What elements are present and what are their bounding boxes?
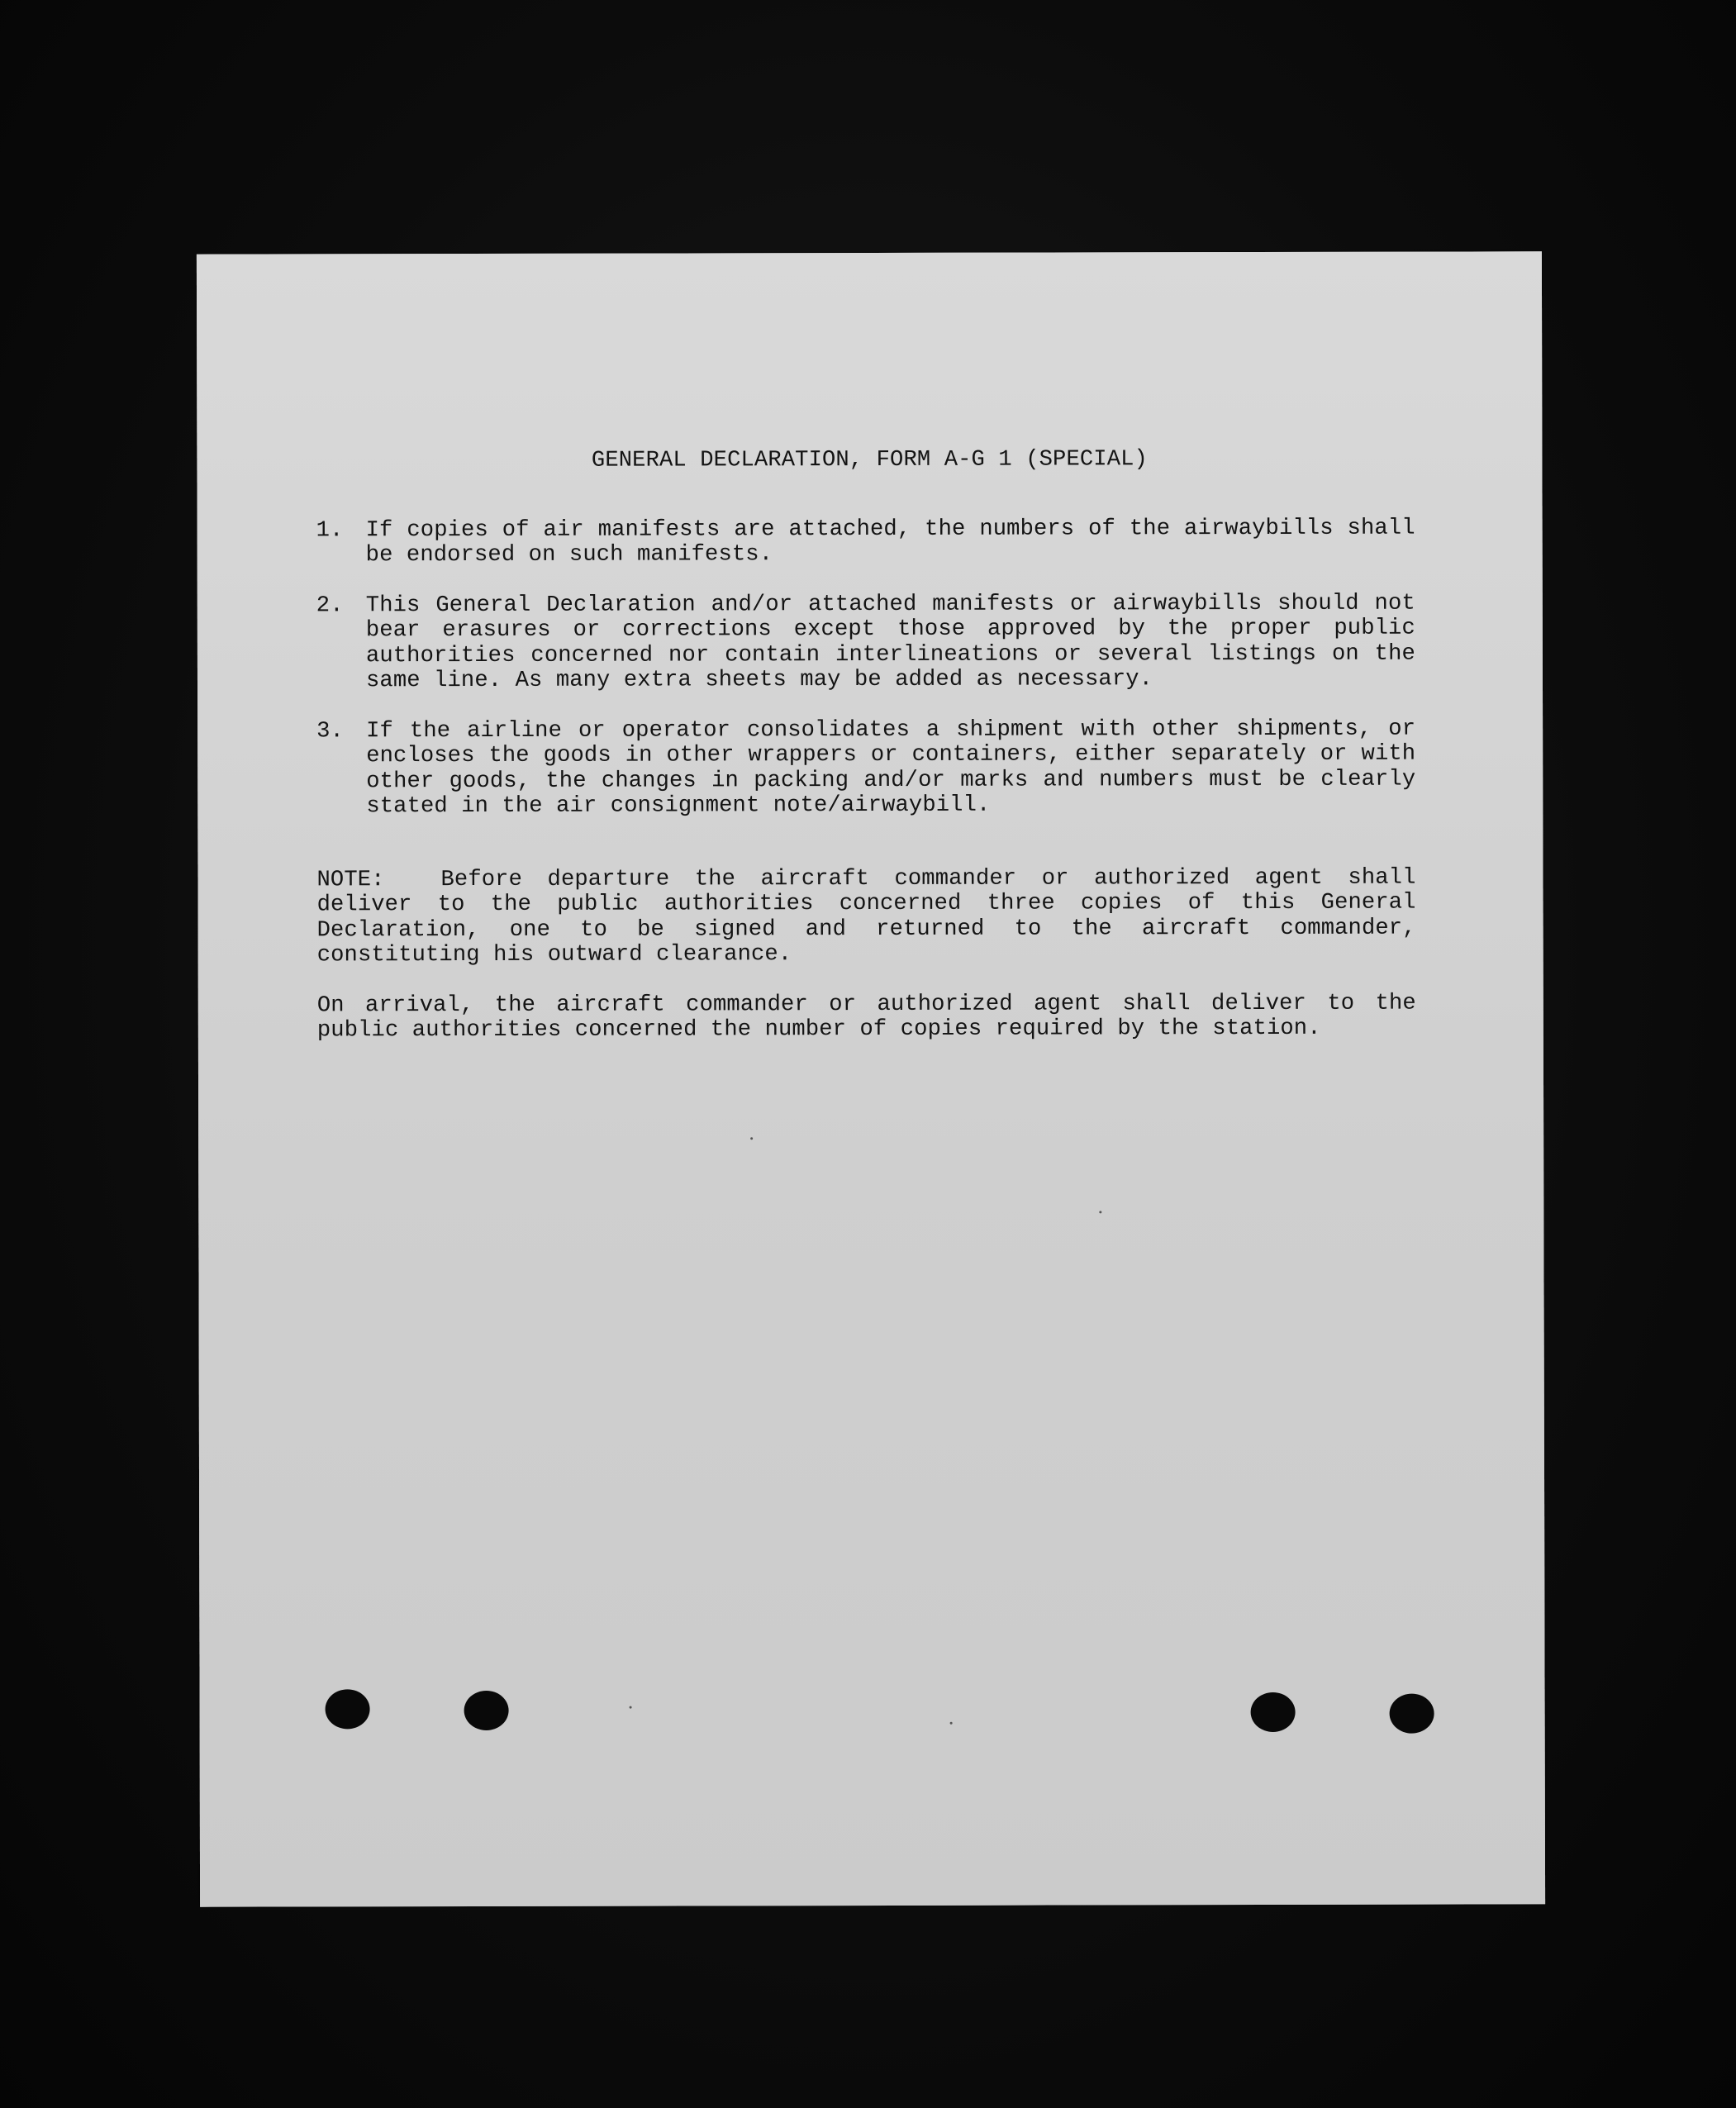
- scan-speck: [750, 1137, 753, 1140]
- item-text: If copies of air manifests are attached, the numbers of the airwaybills shall be endorsed on such manifests.: [365, 515, 1415, 569]
- item-number: 1.: [316, 516, 344, 543]
- note-paragraph: [316, 865, 1415, 968]
- instruction-item-3: [316, 716, 1415, 820]
- punch-hole-icon: [464, 1691, 509, 1730]
- item-text: This General Declaration and/or attached manifests or airwaybills should not bear erasures or corrections except those approved by the proper public authorities concerned nor contain interlineations or several listings on the same line. As many extra sheets may be added as necessary.: [365, 590, 1415, 694]
- scan-speck: [630, 1706, 632, 1709]
- instruction-item-1: [316, 516, 1415, 569]
- scan-speck: [1099, 1211, 1101, 1213]
- punch-hole-icon: [1390, 1694, 1434, 1734]
- item-number: 2.: [316, 592, 344, 618]
- item-number: 3.: [316, 717, 344, 744]
- document-title: GENERAL DECLARATION, FORM A-G 1 (SPECIAL): [591, 446, 1148, 473]
- document-page: [197, 251, 1545, 1906]
- item-text: If the airline or operator consolidates a shipment with other shipments, or encloses the goods in other wrappers or containers, either separately or with other goods, the changes in packing and/or marks and numbers must be clearly stated in the air consignment note/airwaybill.: [366, 716, 1416, 820]
- punch-hole-icon: [1251, 1692, 1296, 1732]
- note-text: Before departure the aircraft commander or authorized agent shall deliver to the public authorities concerned three copies of this General Declaration, one to be signed and returned to the aircraft commander, constituting his outward clearance.: [316, 864, 1416, 968]
- note-label: NOTE:: [316, 866, 385, 892]
- arrival-paragraph: On arrival, the aircraft commander or authorized agent shall deliver to the public authorities concerned the number of copies required by the station.: [316, 990, 1416, 1044]
- instruction-item-2: [316, 591, 1415, 694]
- document-body: [316, 447, 1416, 1044]
- punch-hole-icon: [326, 1689, 370, 1729]
- scan-speck: [950, 1722, 953, 1725]
